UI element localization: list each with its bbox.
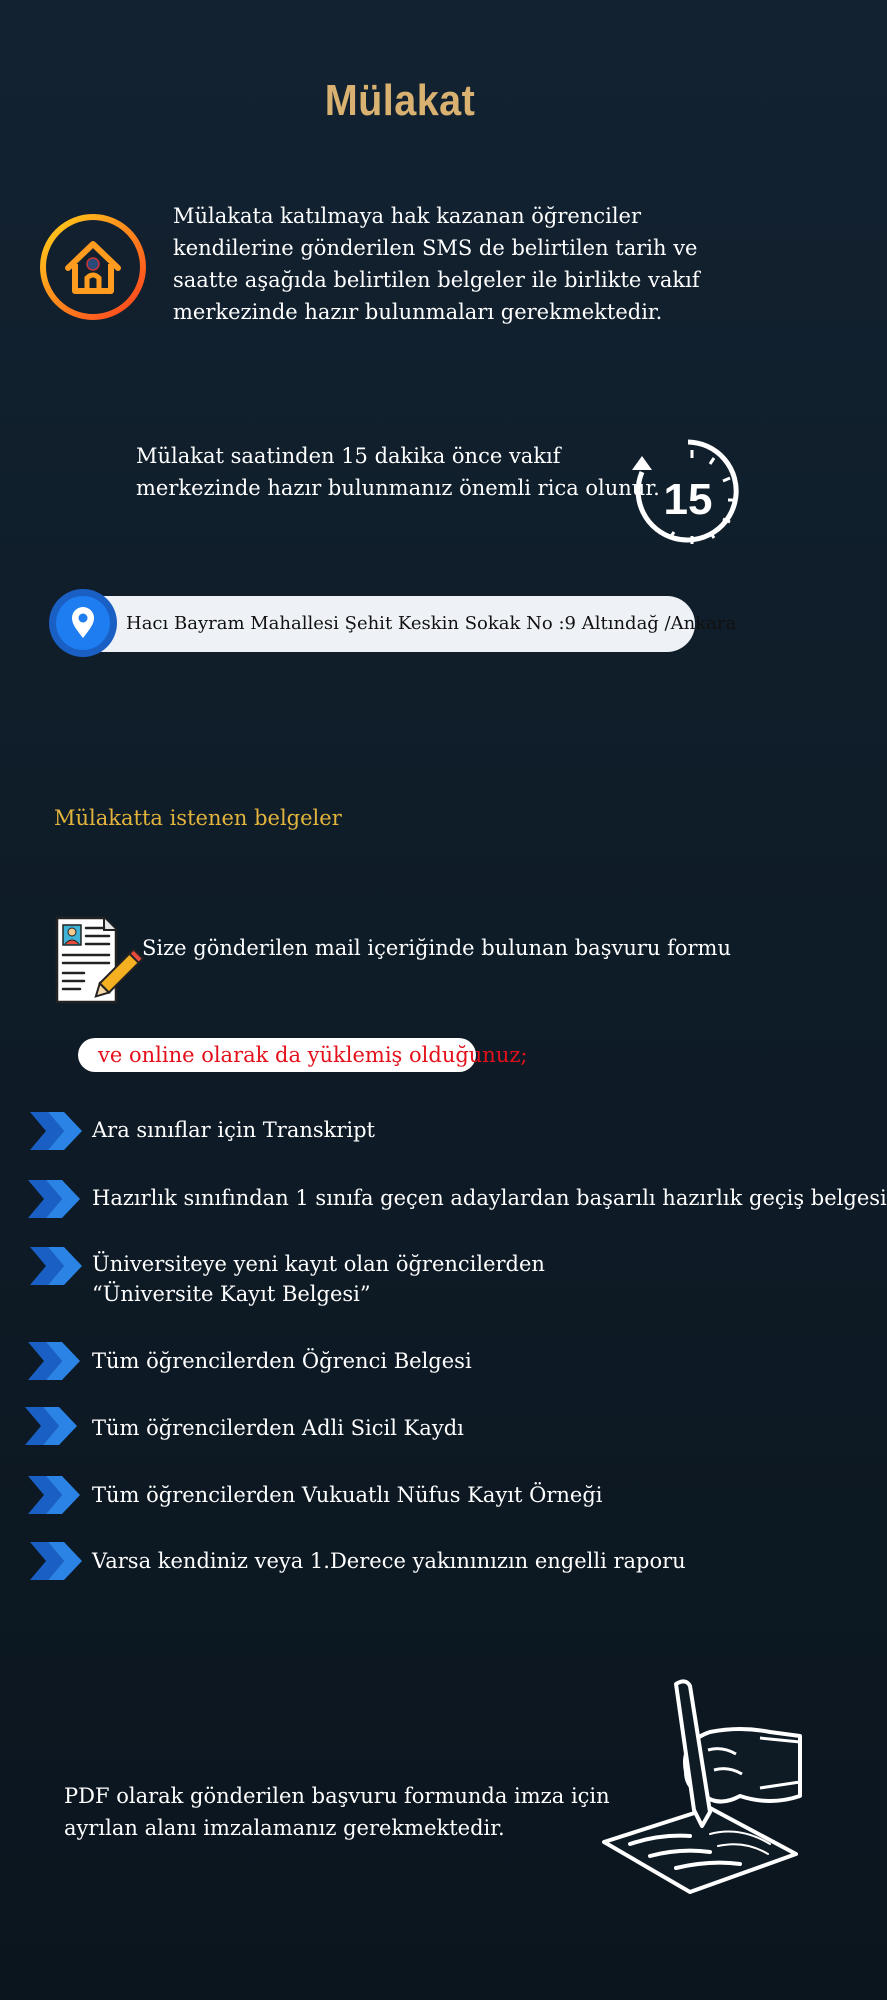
list-item: Üniversiteye yeni kayıt olan öğrencilerden “Üniversite Kayıt Belgesi”: [92, 1252, 545, 1306]
documents-section-title: Mülakatta istenen belgeler: [54, 806, 342, 830]
address-text: Hacı Bayram Mahallesi Şehit Keskin Sokak No :9 Altındağ /Ankara: [126, 613, 737, 634]
double-chevron-icon: [30, 1540, 84, 1582]
page-title: Mülakat: [324, 76, 476, 125]
arrival-notice-text: Mülakat saatinden 15 dakika önce vakıf merkezinde hazır bulunmanız önemli rica olunur.: [136, 444, 660, 500]
signing-hand-icon: [590, 1676, 800, 1896]
double-chevron-icon: [25, 1405, 79, 1447]
list-item: Tüm öğrencilerden Adli Sicil Kaydı: [92, 1416, 464, 1440]
location-pin-icon: [48, 588, 118, 658]
timer-icon: [626, 434, 746, 548]
double-chevron-icon: [28, 1178, 82, 1220]
list-item: Ara sınıflar için Transkript: [92, 1118, 375, 1142]
list-item: Tüm öğrencilerden Vukuatlı Nüfus Kayıt Örneği: [92, 1483, 603, 1507]
double-chevron-icon: [28, 1340, 82, 1382]
intro-text: Mülakata katılmaya hak kazanan öğrenciler kendilerine gönderilen SMS de belirtilen tarih ve saatte aşağıda belirtilen belgeler ile birlikte vakıf merkezinde hazır bulunmaları gerekmektedir.: [173, 204, 700, 324]
list-item: Tüm öğrencilerden Öğrenci Belgesi: [92, 1349, 472, 1373]
list-item: Hazırlık sınıfından 1 sınıfa geçen adaylardan başarılı hazırlık geçiş belgesi: [92, 1186, 887, 1210]
online-upload-text: ve online olarak da yüklemiş olduğunuz;: [98, 1043, 528, 1067]
application-form-text: Size gönderilen mail içeriğinde bulunan başvuru formu: [142, 936, 731, 960]
application-form-icon: [54, 915, 140, 1005]
list-item: Varsa kendiniz veya 1.Derece yakınınızın engelli raporu: [92, 1549, 686, 1573]
double-chevron-icon: [30, 1110, 84, 1152]
double-chevron-icon: [28, 1474, 82, 1516]
timer-number: 15: [663, 475, 713, 524]
home-icon: [38, 212, 148, 322]
double-chevron-icon: [30, 1245, 84, 1287]
signature-instruction-text: PDF olarak gönderilen başvuru formunda imza için ayrılan alanı imzalamanız gerekmektedir.: [64, 1784, 610, 1840]
